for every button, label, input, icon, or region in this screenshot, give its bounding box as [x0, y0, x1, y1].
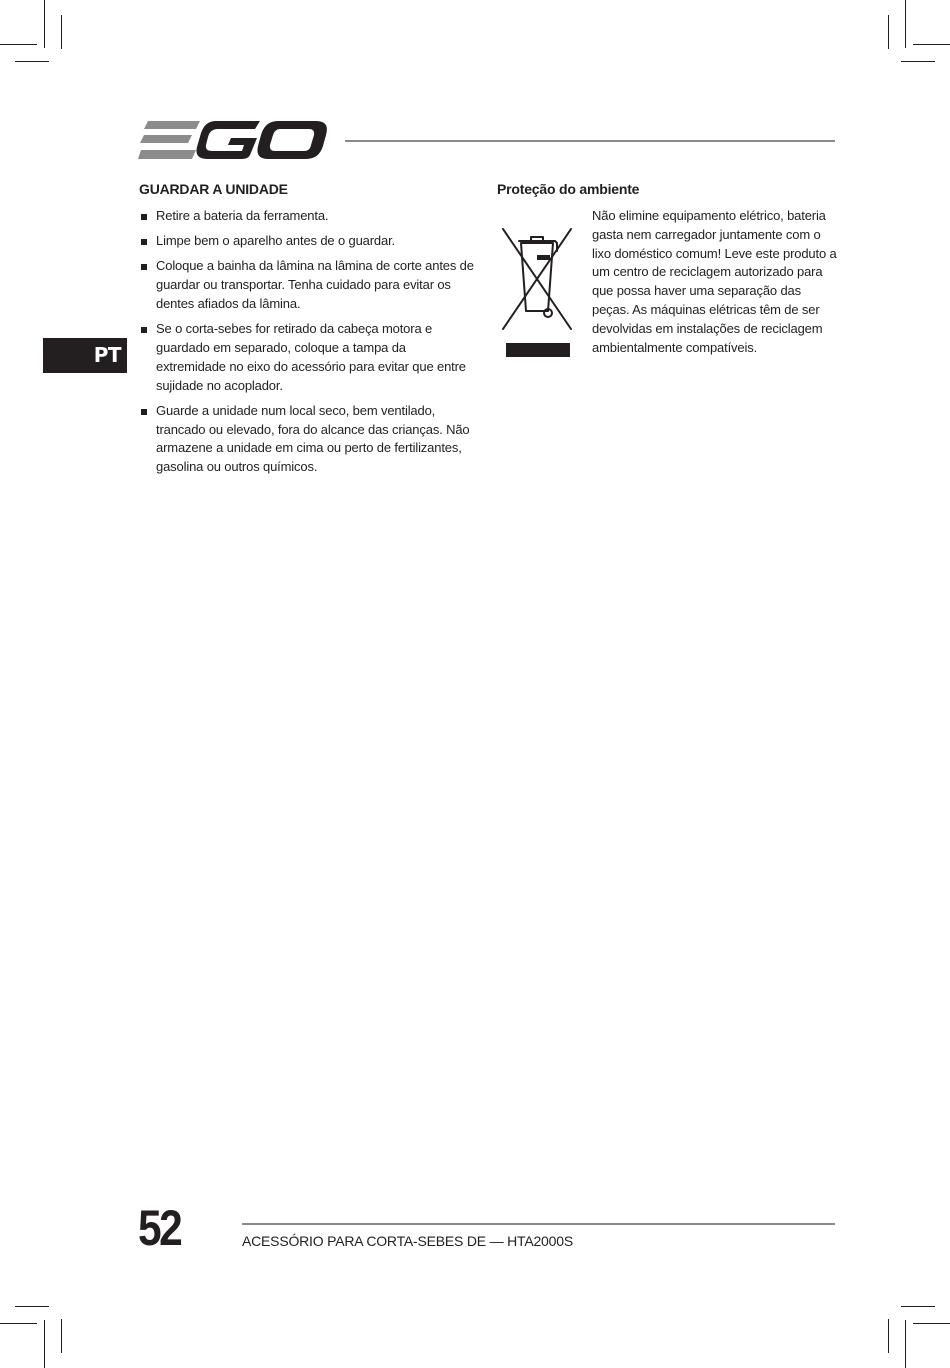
- square-bullet-icon: [141, 239, 147, 245]
- list-item: [139, 320, 479, 395]
- crop-mark: [44, 1320, 45, 1368]
- environment-body: [497, 207, 842, 377]
- list-item-text: Se o corta-sebes for retirado da cabeça motora e guardado em separado, coloque a tampa da extremidade no eixo do acessório para evitar que entre sujidade no acoplador.: [156, 321, 466, 393]
- crop-mark: [913, 1323, 950, 1324]
- section-title: Proteção do ambiente: [497, 181, 640, 197]
- list-item-text: Limpe bem o aparelho antes de o guardar.: [156, 233, 396, 249]
- crop-mark: [901, 1306, 935, 1307]
- list-item-text: Retire a bateria da ferramenta.: [156, 208, 329, 223]
- square-bullet-icon: [141, 214, 147, 220]
- list-item: [139, 232, 479, 251]
- crop-mark: [61, 15, 62, 49]
- language-tab: PT: [43, 338, 127, 373]
- crop-mark: [888, 15, 889, 49]
- crop-mark: [44, 0, 45, 48]
- list-item: [139, 207, 479, 226]
- crop-mark: [15, 61, 49, 62]
- ego-logo: [138, 119, 328, 161]
- list-item-text: Coloque a bainha da lâmina na lâmina de corte antes de guardar ou transportar. Tenha cuidado para evitar os dentes afiados da lâmina.: [156, 258, 474, 311]
- weee-crossed-bin-icon: [497, 211, 577, 361]
- crop-mark: [905, 0, 906, 48]
- section-title: GUARDAR A UNIDADE: [139, 181, 288, 197]
- crop-mark: [61, 1319, 62, 1353]
- list-item: [139, 257, 479, 313]
- crop-mark: [913, 44, 950, 45]
- header-rule: [345, 140, 835, 142]
- list-item-text: Guarde a unidade num local seco, bem ventilado, trancado ou elevado, fora do alcance das crianças. Não armazene a unidade em cima ou perto de fertilizantes, gasolina ou outros químicos.: [156, 402, 470, 475]
- square-bullet-icon: [141, 409, 147, 415]
- footer-rule: [242, 1223, 835, 1225]
- square-bullet-icon: [141, 327, 147, 333]
- crop-mark: [888, 1319, 889, 1353]
- environment-section: [497, 180, 842, 377]
- environment-text: Não elimine equipamento elétrico, bateria gasta nem carregador juntamente com o lixo doméstico comum! Leve este produto a um centro de reciclagem autorizado para que possa haver uma separação das peças. As máquinas elétricas têm de ser devolvidas em instalações de reciclagem ambientalmente compatíveis.: [592, 208, 837, 355]
- crop-mark: [0, 44, 37, 45]
- storage-section: [139, 180, 479, 483]
- square-bullet-icon: [141, 264, 147, 270]
- list-item: [139, 402, 479, 477]
- bullet-list: [139, 207, 479, 477]
- page-number: 52: [138, 1200, 181, 1256]
- crop-mark: [901, 61, 935, 62]
- crop-mark: [0, 1323, 37, 1324]
- footer-title: ACESSÓRIO PARA CORTA-SEBES DE — HTA2000S: [242, 1233, 573, 1249]
- crop-mark: [15, 1306, 49, 1307]
- crop-mark: [905, 1320, 906, 1368]
